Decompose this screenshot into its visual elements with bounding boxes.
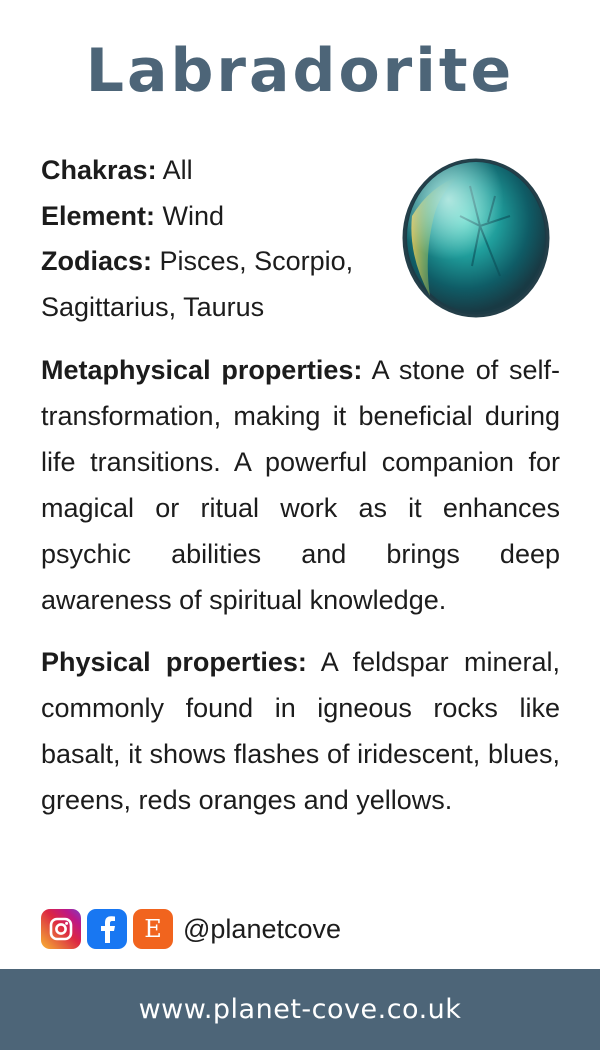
zodiacs-value: Pisces, Scorpio, Sagittarius, Taurus — [41, 246, 354, 322]
etsy-letter: E — [144, 915, 162, 943]
page-title: Labradorite — [85, 36, 515, 106]
social-links — [41, 907, 341, 951]
zodiacs-row — [41, 239, 381, 330]
instagram-icon[interactable] — [41, 909, 81, 949]
element-label: Element: — [41, 200, 156, 231]
chakras-row — [41, 148, 381, 194]
physical-properties — [41, 639, 560, 823]
stone-info — [41, 148, 381, 330]
social-handle[interactable]: @planetcove — [183, 913, 342, 944]
metaphysical-properties — [41, 347, 560, 623]
website-link[interactable]: www.planet-cove.co.uk — [138, 994, 462, 1025]
etsy-icon[interactable] — [133, 909, 173, 949]
metaphysical-label: Metaphysical properties: — [41, 355, 363, 385]
labradorite-stone-image — [400, 156, 552, 320]
element-row — [41, 194, 381, 240]
footer-bar — [0, 969, 600, 1050]
element-value: Wind — [162, 200, 225, 231]
chakras-label: Chakras: — [41, 155, 157, 185]
metaphysical-text: A stone of self-transformation, making it beneficial during life transitions. A powerful companion for magical or ritual work as it enhances psychic abilities and brings deep awareness of spiritual knowledge. — [41, 355, 561, 615]
zodiacs-label: Zodiacs: — [41, 246, 153, 276]
physical-label: Physical properties: — [41, 647, 307, 677]
chakras-value: All — [162, 155, 193, 185]
facebook-icon[interactable] — [87, 909, 127, 949]
physical-text: A feldspar mineral, commonly found in igneous rocks like basalt, it shows flashes of iridescent, blues, greens, reds oranges and yellows. — [41, 647, 560, 815]
